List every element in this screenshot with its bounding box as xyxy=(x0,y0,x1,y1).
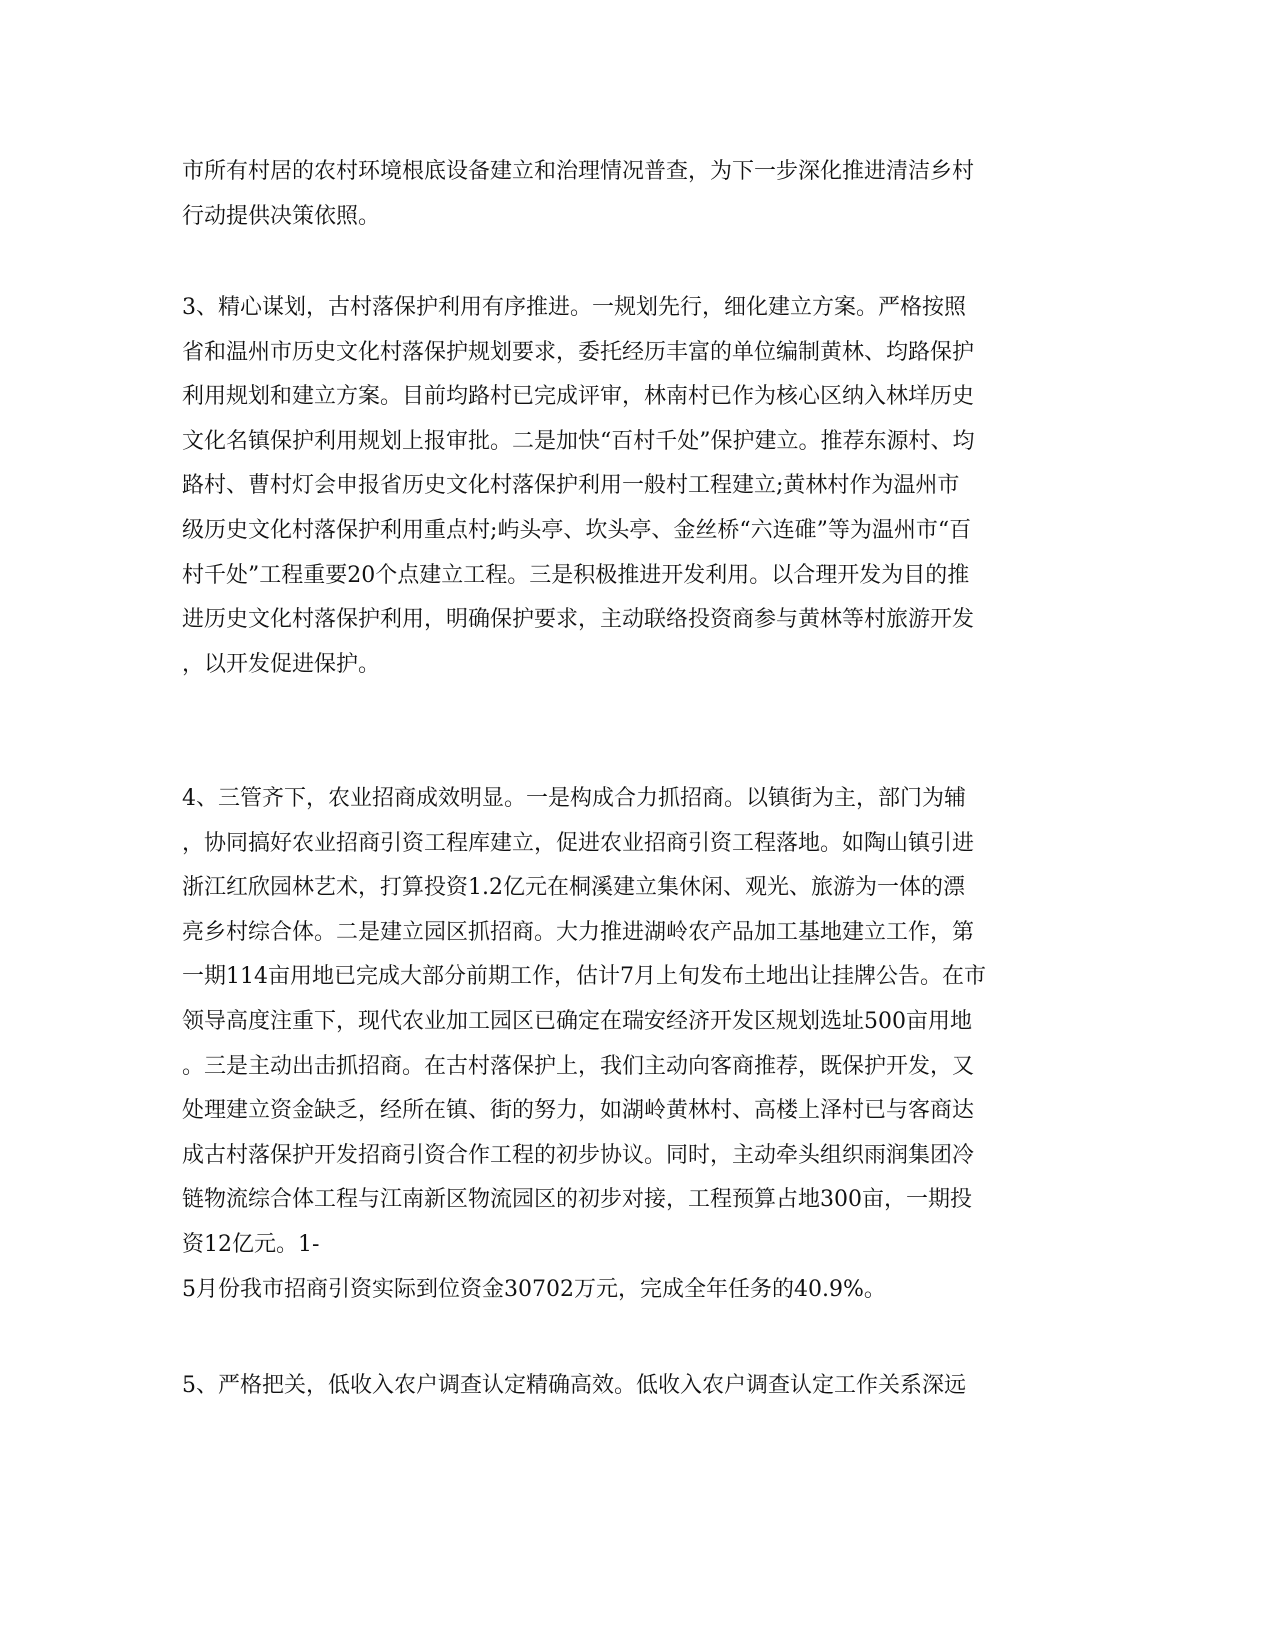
text-line: 3、精心谋划，古村落保护利用有序推进。一规划先行，细化建立方案。严格按照 xyxy=(182,295,966,320)
text-line: 省和温州市历史文化村落保护规划要求，委托经历丰富的单位编制黄林、均路保护 xyxy=(182,339,975,365)
paragraph-section-4 xyxy=(182,777,1082,1312)
text-line: 路村、曹村灯会申报省历史文化村落保护利用一般村工程建立;黄林村作为温州市 xyxy=(182,473,960,499)
text-line: 处理建立资金缺乏，经所在镇、街的努力，如湖岭黄林村、高楼上泽村已与客商达 xyxy=(182,1098,975,1124)
text-line: 成古村落保护开发招商引资合作工程的初步协议。同时，主动牵头组织雨润集团冷 xyxy=(182,1142,975,1168)
text-line: 利用规划和建立方案。目前均路村已完成评审，林南村已作为核心区纳入林垟历史 xyxy=(182,384,975,410)
text-line: 文化名镇保护利用规划上报审批。二是加快“百村千处”保护建立。推荐东源村、均 xyxy=(182,428,975,454)
text-line: 行动提供决策依照。 xyxy=(182,203,381,229)
text-line: 4、三管齐下，农业招商成效明显。一是构成合力抓招商。以镇街为主，部门为辅 xyxy=(182,786,966,811)
text-line: 资12亿元。1- xyxy=(182,1231,320,1257)
text-line: 级历史文化村落保护利用重点村;屿头亭、坎头亭、金丝桥“六连碓”等为温州市“百 xyxy=(182,517,972,543)
text-line: 。三是主动出击抓招商。在古村落保护上，我们主动向客商推荐，既保护开发，又 xyxy=(182,1053,975,1079)
paragraph-continuation xyxy=(182,150,1082,239)
paragraph-section-3 xyxy=(182,286,1082,687)
text-line: 村千处”工程重要20个点建立工程。三是积极推进开发利用。以合理开发为目的推 xyxy=(182,562,970,588)
text-line: 亮乡村综合体。二是建立园区抓招商。大力推进湖岭农产品加工基地建立工作，第 xyxy=(182,919,975,945)
text-line: 链物流综合体工程与江南新区物流园区的初步对接，工程预算占地300亩，一期投 xyxy=(182,1187,972,1213)
text-line: ，协同搞好农业招商引资工程库建立，促进农业招商引资工程落地。如陶山镇引进 xyxy=(182,830,975,856)
text-line: 领导高度注重下，现代农业加工园区已确定在瑞安经济开发区规划选址500亩用地 xyxy=(182,1008,972,1034)
text-line: 一期114亩用地已完成大部分前期工作，估计7月上旬发布土地出让挂牌公告。在市 xyxy=(182,964,986,990)
text-line: 进历史文化村落保护利用，明确保护要求，主动联络投资商参与黄林等村旅游开发 xyxy=(182,607,975,633)
text-line: ，以开发促进保护。 xyxy=(182,651,381,677)
paragraph-section-5 xyxy=(182,1364,1082,1409)
text-line: 市所有村居的农村环境根底设备建立和治理情况普查，为下一步深化推进清洁乡村 xyxy=(182,159,975,184)
text-line: 5、严格把关，低收入农户调查认定精确高效。低收入农户调查认定工作关系深远 xyxy=(182,1373,966,1398)
text-line: 5月份我市招商引资实际到位资金30702万元，完成全年任务的40.9%。 xyxy=(182,1276,886,1302)
text-line: 浙江红欣园林艺术，打算投资1.2亿元在桐溪建立集休闲、观光、旅游为一体的漂 xyxy=(182,875,965,901)
